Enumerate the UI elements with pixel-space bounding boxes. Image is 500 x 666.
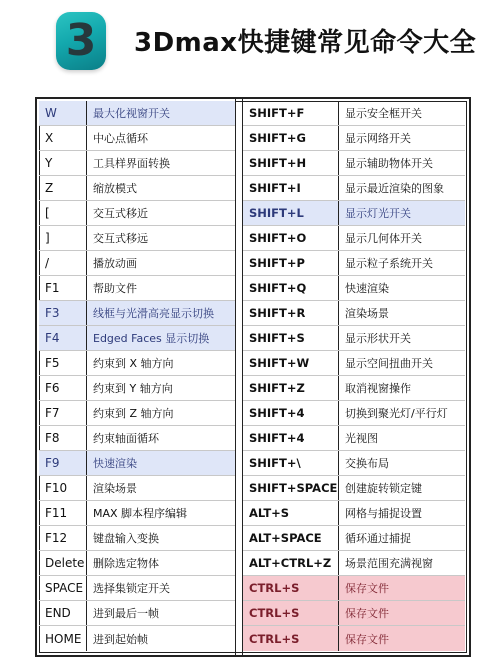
table-row: [39, 326, 235, 351]
shortcut-key: F7: [39, 401, 87, 425]
shortcut-description: 显示灯光开关: [345, 207, 411, 220]
shortcut-key: SHIFT+Z: [243, 376, 339, 400]
table-row: [243, 151, 465, 176]
shortcut-key: F6: [39, 376, 87, 400]
table-row: [243, 376, 465, 401]
shortcut-description: 显示形状开关: [345, 332, 411, 345]
shortcut-key: SHIFT+I: [243, 176, 339, 200]
shortcut-description: 渲染场景: [345, 307, 389, 320]
shortcut-description: 帮助文件: [93, 282, 137, 295]
shortcut-key: F10: [39, 476, 87, 500]
table-row: [39, 101, 235, 126]
table-row: [39, 226, 235, 251]
shortcut-key: W: [39, 101, 87, 125]
table-row: [243, 501, 465, 526]
shortcut-description: 选择集锁定开关: [93, 582, 170, 595]
shortcut-key: F12: [39, 526, 87, 550]
shortcut-description: 中心点循环: [93, 132, 148, 145]
table-row: [39, 301, 235, 326]
shortcut-description: 显示辅助物体开关: [345, 157, 433, 170]
table-row: [39, 276, 235, 301]
left-column: [39, 101, 235, 653]
shortcut-key: Delete: [39, 551, 87, 575]
shortcut-key: F4: [39, 326, 87, 350]
table-row: [243, 476, 465, 501]
shortcut-description: 键盘输入变换: [93, 532, 159, 545]
shortcut-key: SHIFT+R: [243, 301, 339, 325]
shortcut-key: F3: [39, 301, 87, 325]
table-row: [243, 301, 465, 326]
shortcut-key: Y: [39, 151, 87, 175]
shortcut-description: 创建旋转锁定键: [345, 482, 422, 495]
table-row: [243, 226, 465, 251]
table-row: [39, 251, 235, 276]
shortcut-key: CTRL+S: [243, 626, 339, 651]
shortcut-key: /: [39, 251, 87, 275]
shortcut-key: SHIFT+O: [243, 226, 339, 250]
shortcut-description: 进到最后一帧: [93, 607, 159, 620]
shortcut-description: 显示网络开关: [345, 132, 411, 145]
shortcut-description: 显示最近渲染的图象: [345, 182, 444, 195]
table-row: [243, 401, 465, 426]
table-row: [39, 201, 235, 226]
shortcut-description: 约束到 X 轴方向: [93, 357, 174, 370]
table-row: [243, 526, 465, 551]
shortcut-key: SHIFT+4: [243, 401, 339, 425]
shortcut-key: ]: [39, 226, 87, 250]
shortcut-key: END: [39, 601, 87, 625]
shortcut-key: [: [39, 201, 87, 225]
shortcut-key: SHIFT+W: [243, 351, 339, 375]
table-row: [39, 626, 235, 651]
shortcut-table: [35, 97, 471, 657]
shortcut-key: SHIFT+S: [243, 326, 339, 350]
3dsmax-logo-icon: [56, 12, 106, 70]
logo-glyph: 3: [65, 15, 97, 66]
shortcut-key: CTRL+S: [243, 576, 339, 600]
shortcut-key: F8: [39, 426, 87, 450]
shortcut-key: SHIFT+\: [243, 451, 339, 475]
shortcut-key: SHIFT+SPACE: [243, 476, 339, 500]
shortcut-description: 取消视窗操作: [345, 382, 411, 395]
shortcut-key: F1: [39, 276, 87, 300]
table-row: [243, 576, 465, 601]
shortcut-key: ALT+SPACE: [243, 526, 339, 550]
header: [0, 0, 500, 90]
table-row: [39, 501, 235, 526]
shortcut-description: 渲染场景: [93, 482, 137, 495]
shortcut-description: 删除选定物体: [93, 557, 159, 570]
shortcut-key: SHIFT+H: [243, 151, 339, 175]
table-row: [243, 426, 465, 451]
shortcut-description: 播放动画: [93, 257, 137, 270]
table-row: [243, 101, 465, 126]
shortcut-key: ALT+CTRL+Z: [243, 551, 339, 575]
shortcut-description: Edged Faces 显示切换: [93, 332, 210, 345]
shortcut-description: 交互式移远: [93, 232, 148, 245]
table-row: [243, 451, 465, 476]
shortcut-key: SPACE: [39, 576, 87, 600]
shortcut-key: SHIFT+F: [243, 101, 339, 125]
shortcut-description: 约束到 Y 轴方向: [93, 382, 173, 395]
shortcut-description: 显示粒子系统开关: [345, 257, 433, 270]
shortcut-description: 进到起始帧: [93, 632, 148, 646]
shortcut-key: HOME: [39, 626, 87, 651]
table-row: [243, 251, 465, 276]
table-row: [39, 526, 235, 551]
shortcut-key: Z: [39, 176, 87, 200]
table-row: [243, 551, 465, 576]
table-row: [243, 601, 465, 626]
table-row: [39, 601, 235, 626]
shortcut-description: 显示空间扭曲开关: [345, 357, 433, 370]
table-row: [243, 276, 465, 301]
shortcut-description: 线框与光滑高亮显示切换: [93, 307, 214, 320]
table-row: [39, 426, 235, 451]
right-column: [243, 101, 465, 653]
page-title: 3Dmax快捷键常见命令大全: [134, 28, 477, 58]
shortcut-description: 工具样界面转换: [93, 157, 170, 170]
table-row: [39, 576, 235, 601]
shortcut-description: 交换布局: [345, 457, 389, 470]
table-row: [39, 126, 235, 151]
shortcut-description: 切换到聚光灯/平行灯: [345, 407, 448, 420]
shortcut-key: F11: [39, 501, 87, 525]
shortcut-description: MAX 脚本程序编辑: [93, 507, 188, 520]
shortcut-description: 交互式移近: [93, 207, 148, 220]
shortcut-description: 最大化视窗开关: [93, 107, 170, 120]
shortcut-description: 显示几何体开关: [345, 232, 422, 245]
table-row: [39, 376, 235, 401]
table-row: [39, 451, 235, 476]
table-row: [39, 476, 235, 501]
shortcut-key: SHIFT+G: [243, 126, 339, 150]
shortcut-description: 循环通过捕捉: [345, 532, 411, 545]
column-divider: [235, 99, 243, 655]
shortcut-key: SHIFT+P: [243, 251, 339, 275]
table-row: [243, 126, 465, 151]
shortcut-description: 保存文件: [345, 607, 389, 620]
table-row: [243, 176, 465, 201]
shortcut-description: 显示安全框开关: [345, 107, 422, 120]
shortcut-description: 缩放模式: [93, 182, 137, 195]
table-row: [243, 626, 465, 651]
shortcut-key: SHIFT+L: [243, 201, 339, 225]
table-row: [39, 401, 235, 426]
shortcut-key: F5: [39, 351, 87, 375]
shortcut-description: 场景范围充满视窗: [345, 557, 433, 570]
shortcut-key: CTRL+S: [243, 601, 339, 625]
shortcut-description: 保存文件: [345, 632, 389, 646]
shortcut-description: 网格与捕捉设置: [345, 507, 422, 520]
shortcut-key: ALT+S: [243, 501, 339, 525]
shortcut-description: 光视图: [345, 432, 378, 445]
table-row: [39, 151, 235, 176]
shortcut-description: 保存文件: [345, 582, 389, 595]
shortcut-description: 快速渲染: [93, 457, 137, 470]
shortcut-key: SHIFT+Q: [243, 276, 339, 300]
shortcut-key: SHIFT+4: [243, 426, 339, 450]
shortcut-key: X: [39, 126, 87, 150]
table-row: [243, 326, 465, 351]
table-row: [39, 351, 235, 376]
table-row: [243, 351, 465, 376]
shortcut-description: 快速渲染: [345, 282, 389, 295]
shortcut-description: 约束轴面循环: [93, 432, 159, 445]
shortcut-description: 约束到 Z 轴方向: [93, 407, 174, 420]
shortcut-key: F9: [39, 451, 87, 475]
table-row: [39, 176, 235, 201]
table-row: [243, 201, 465, 226]
table-row: [39, 551, 235, 576]
